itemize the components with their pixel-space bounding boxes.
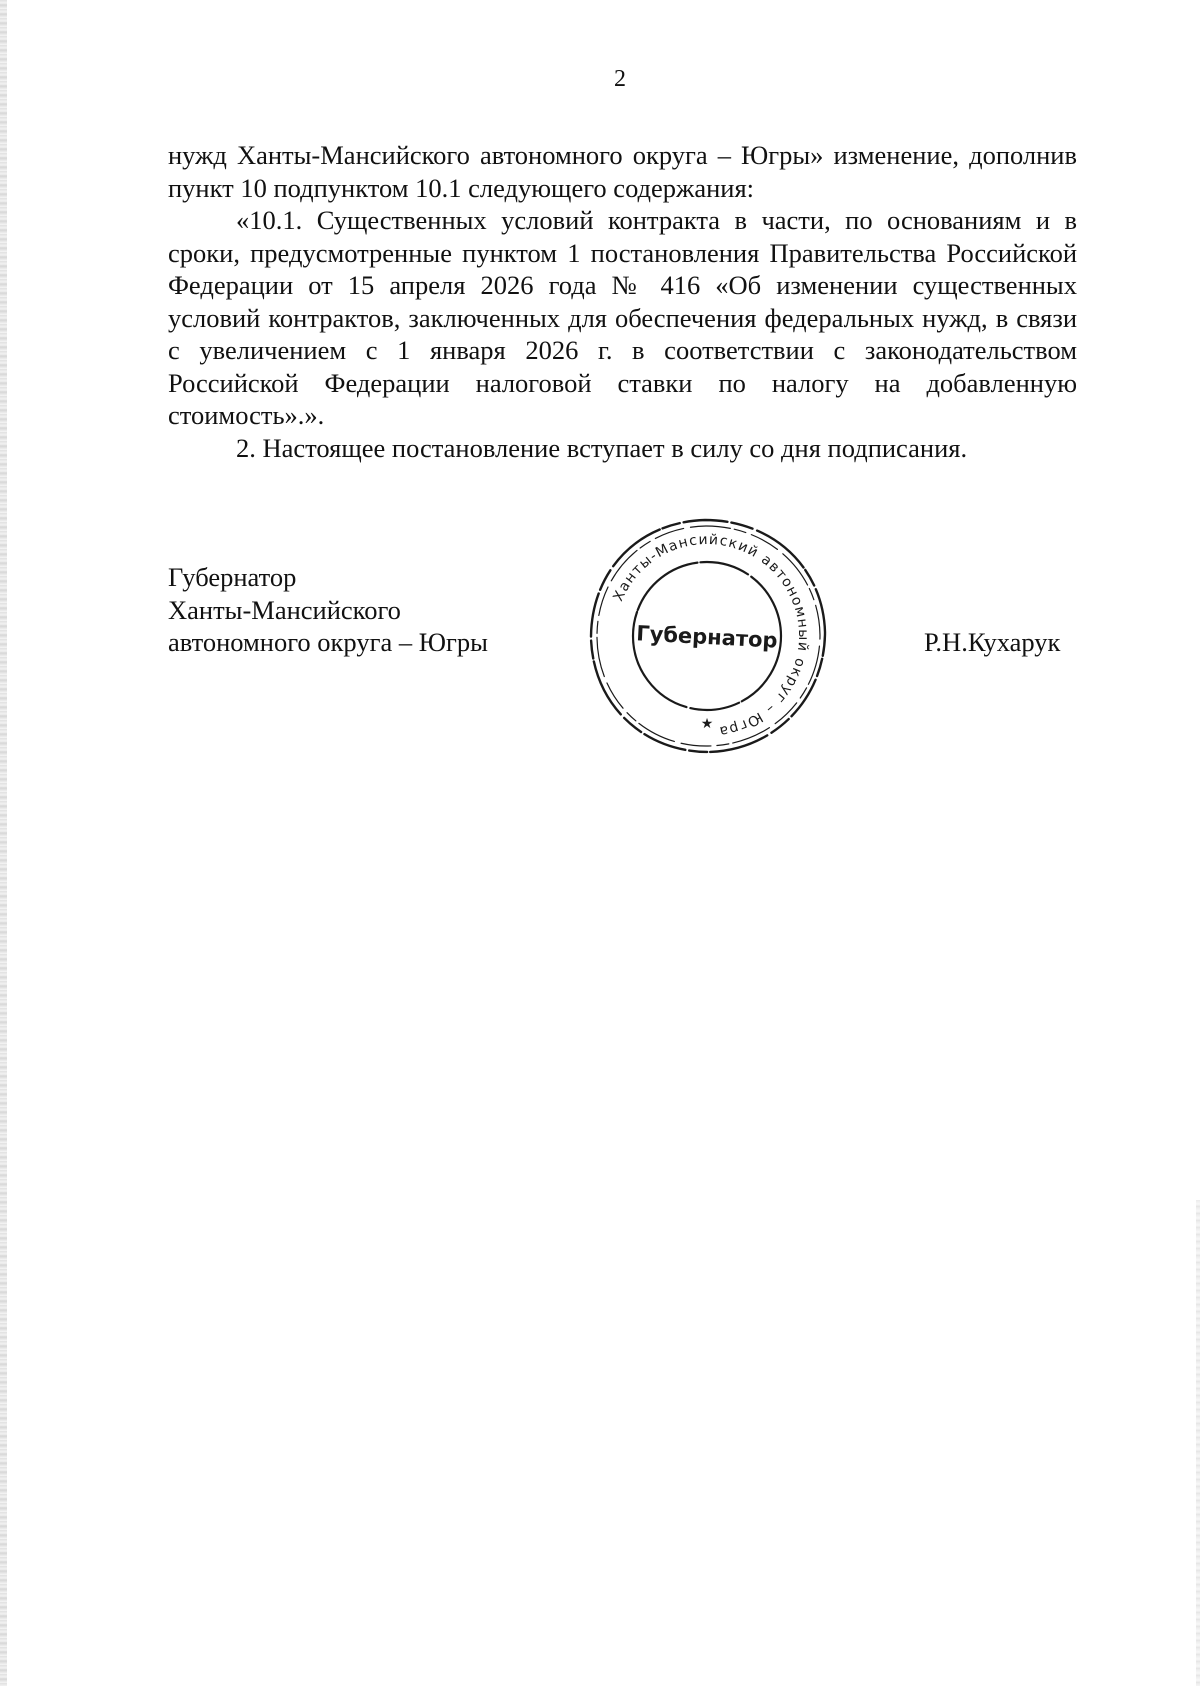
scan-edge-right — [1196, 1200, 1200, 1686]
paragraph-continuation: нужд Ханты-Мансийского автономного округа – Югры» изменение, дополнив пункт 10 подпунктом 10.1 следующего содержания: — [168, 140, 1077, 203]
signer-position-line: Губернатор — [168, 562, 297, 592]
signer-position-line: Ханты-Мансийского — [168, 594, 401, 625]
document-body — [168, 139, 1077, 464]
paragraph-effective-date: 2. Настоящее постановление вступает в силу со дня подписания. — [236, 432, 968, 463]
seal-ring-text: Ханты-Мансийский автономный округ – Югра — [610, 531, 812, 740]
seal-center-text: Губернатор — [635, 621, 779, 653]
signer-position-line: автономного округа – Югры — [168, 627, 488, 657]
official-seal-stamp — [585, 514, 829, 758]
signer-position — [168, 561, 488, 659]
scan-edge-left — [0, 0, 7, 1686]
signer-name: Р.Н.Кухарук — [924, 627, 1061, 657]
paragraph-clause-10-1: «10.1. Существенных условий контракта в части, по основаниям и в сроки, предусмотренные пунктом 1 постановления Правительства Российской Федерации от 15 апреля 2026 года № 416 «Об изменении существенных условий контрактов, заключенных для обеспечения федеральных нужд, в связи с увеличением с 1 января 2026 г. в соответствии с законодательством Российской Федерации налоговой ставки по налогу на добавленную стоимость».». — [168, 205, 1077, 430]
seal-star-icon: ★ — [700, 716, 714, 732]
page-number: 2 — [614, 66, 626, 92]
